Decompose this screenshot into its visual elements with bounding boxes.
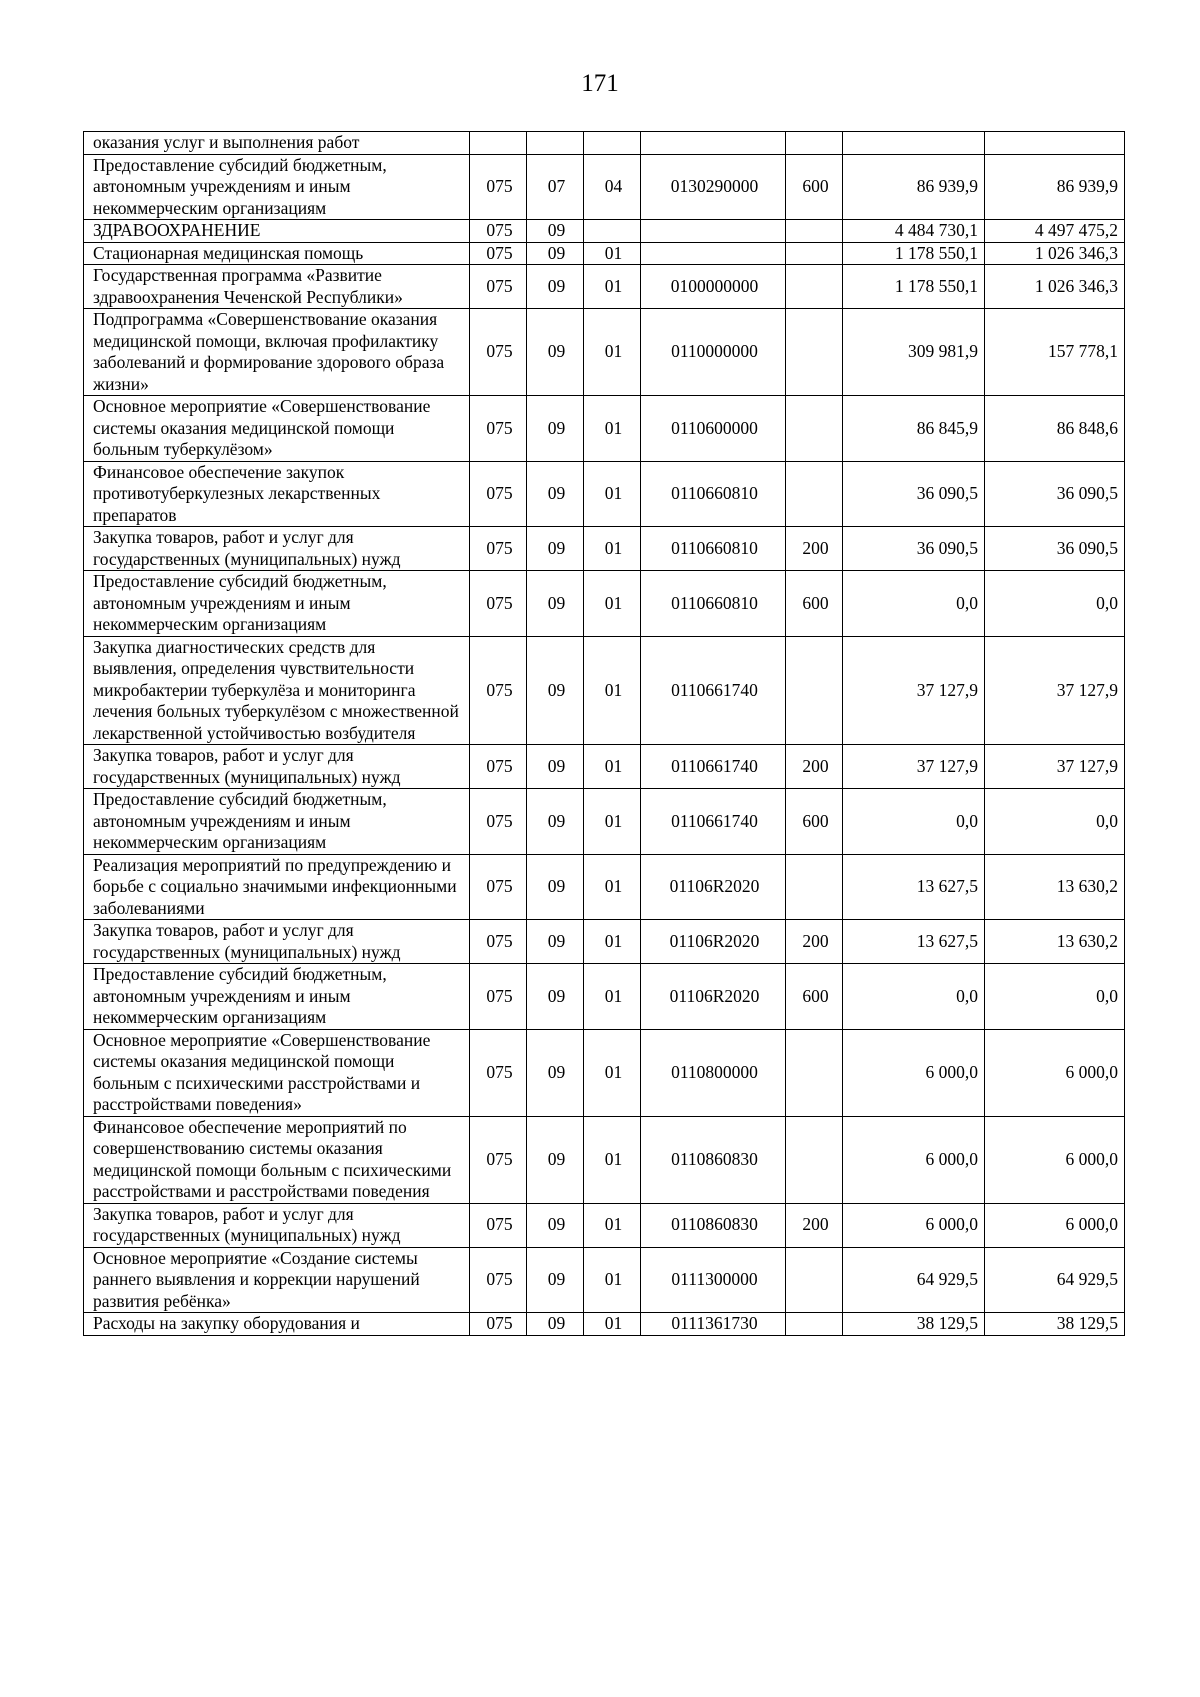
amount-2: 36 090,5 bbox=[985, 527, 1125, 571]
section-code: 09 bbox=[527, 854, 584, 920]
table-row bbox=[84, 920, 1125, 964]
target-article-code: 0110860830 bbox=[641, 1116, 786, 1203]
section-code: 09 bbox=[527, 396, 584, 462]
section-code: 09 bbox=[527, 920, 584, 964]
table-row bbox=[84, 964, 1125, 1030]
row-name: ЗДРАВООХРАНЕНИЕ bbox=[84, 220, 470, 243]
amount-2: 1 026 346,3 bbox=[985, 265, 1125, 309]
amount-1: 1 178 550,1 bbox=[843, 265, 985, 309]
amount-1: 0,0 bbox=[843, 964, 985, 1030]
target-article-code bbox=[641, 132, 786, 155]
section-code: 09 bbox=[527, 265, 584, 309]
row-name: Подпрограмма «Совершенствование оказания медицинской помощи, включая профилактику заболеваний и формирование здорового образа жизни» bbox=[84, 309, 470, 396]
amount-1: 0,0 bbox=[843, 571, 985, 637]
amount-1: 4 484 730,1 bbox=[843, 220, 985, 243]
amount-1: 37 127,9 bbox=[843, 745, 985, 789]
subsection-code: 01 bbox=[584, 571, 641, 637]
amount-2: 0,0 bbox=[985, 964, 1125, 1030]
expense-type-code bbox=[786, 309, 843, 396]
amount-1: 38 129,5 bbox=[843, 1313, 985, 1336]
row-name: Расходы на закупку оборудования и bbox=[84, 1313, 470, 1336]
expense-type-code bbox=[786, 396, 843, 462]
table-row bbox=[84, 1247, 1125, 1313]
amount-2: 37 127,9 bbox=[985, 745, 1125, 789]
table-row bbox=[84, 396, 1125, 462]
row-name: Предоставление субсидий бюджетным, автономным учреждениям и иным некоммерческим организациям bbox=[84, 789, 470, 855]
row-name: Финансовое обеспечение мероприятий по совершенствованию системы оказания медицинской помощи больным с психическими расстройствами и расстройствами поведения bbox=[84, 1116, 470, 1203]
target-article-code: 0130290000 bbox=[641, 154, 786, 220]
subsection-code: 01 bbox=[584, 1313, 641, 1336]
subsection-code: 01 bbox=[584, 242, 641, 265]
amount-1: 86 939,9 bbox=[843, 154, 985, 220]
row-name: Стационарная медицинская помощь bbox=[84, 242, 470, 265]
amount-2: 4 497 475,2 bbox=[985, 220, 1125, 243]
expense-type-code bbox=[786, 1116, 843, 1203]
amount-2: 86 848,6 bbox=[985, 396, 1125, 462]
section-code: 09 bbox=[527, 242, 584, 265]
amount-1: 6 000,0 bbox=[843, 1203, 985, 1247]
table-row bbox=[84, 154, 1125, 220]
table-row bbox=[84, 132, 1125, 155]
amount-2: 37 127,9 bbox=[985, 636, 1125, 745]
table-row bbox=[84, 571, 1125, 637]
target-article-code: 0110660810 bbox=[641, 571, 786, 637]
row-name: Закупка товаров, работ и услуг для государственных (муниципальных) нужд bbox=[84, 920, 470, 964]
table-row bbox=[84, 854, 1125, 920]
section-code: 09 bbox=[527, 461, 584, 527]
row-name: Основное мероприятие «Совершенствование системы оказания медицинской помощи больным с психическими расстройствами и расстройствами поведения» bbox=[84, 1029, 470, 1116]
row-name: Закупка товаров, работ и услуг для государственных (муниципальных) нужд bbox=[84, 1203, 470, 1247]
table-row bbox=[84, 242, 1125, 265]
target-article-code: 0110800000 bbox=[641, 1029, 786, 1116]
target-article-code: 0110661740 bbox=[641, 636, 786, 745]
table-row bbox=[84, 461, 1125, 527]
ved-code bbox=[470, 132, 527, 155]
amount-1: 1 178 550,1 bbox=[843, 242, 985, 265]
row-name: Предоставление субсидий бюджетным, автономным учреждениям и иным некоммерческим организациям bbox=[84, 154, 470, 220]
row-name: Государственная программа «Развитие здравоохранения Чеченской Республики» bbox=[84, 265, 470, 309]
table-row bbox=[84, 1313, 1125, 1336]
expense-type-code: 600 bbox=[786, 571, 843, 637]
ved-code: 075 bbox=[470, 265, 527, 309]
section-code: 09 bbox=[527, 1116, 584, 1203]
ved-code: 075 bbox=[470, 964, 527, 1030]
row-name: Основное мероприятие «Совершенствование системы оказания медицинской помощи больным туберкулёзом» bbox=[84, 396, 470, 462]
section-code: 09 bbox=[527, 220, 584, 243]
expense-type-code bbox=[786, 854, 843, 920]
ved-code: 075 bbox=[470, 745, 527, 789]
row-name: Предоставление субсидий бюджетным, автономным учреждениям и иным некоммерческим организациям bbox=[84, 964, 470, 1030]
section-code: 09 bbox=[527, 964, 584, 1030]
section-code: 09 bbox=[527, 789, 584, 855]
amount-1: 86 845,9 bbox=[843, 396, 985, 462]
expense-type-code bbox=[786, 132, 843, 155]
amount-1: 64 929,5 bbox=[843, 1247, 985, 1313]
amount-1: 36 090,5 bbox=[843, 527, 985, 571]
expense-type-code: 200 bbox=[786, 1203, 843, 1247]
subsection-code: 01 bbox=[584, 461, 641, 527]
target-article-code: 0111300000 bbox=[641, 1247, 786, 1313]
table-row bbox=[84, 1029, 1125, 1116]
amount-2: 157 778,1 bbox=[985, 309, 1125, 396]
row-name: Закупка товаров, работ и услуг для государственных (муниципальных) нужд bbox=[84, 745, 470, 789]
row-name: Основное мероприятие «Создание системы раннего выявления и коррекции нарушений развития ребёнка» bbox=[84, 1247, 470, 1313]
subsection-code: 01 bbox=[584, 1247, 641, 1313]
amount-1: 6 000,0 bbox=[843, 1029, 985, 1116]
target-article-code bbox=[641, 220, 786, 243]
amount-2: 1 026 346,3 bbox=[985, 242, 1125, 265]
section-code: 09 bbox=[527, 571, 584, 637]
expense-type-code: 600 bbox=[786, 154, 843, 220]
amount-1: 309 981,9 bbox=[843, 309, 985, 396]
row-name: Реализация мероприятий по предупреждению и борьбе с социально значимыми инфекционными заболеваниями bbox=[84, 854, 470, 920]
section-code: 09 bbox=[527, 1203, 584, 1247]
section-code bbox=[527, 132, 584, 155]
subsection-code: 01 bbox=[584, 309, 641, 396]
target-article-code: 0110000000 bbox=[641, 309, 786, 396]
table-row bbox=[84, 636, 1125, 745]
ved-code: 075 bbox=[470, 854, 527, 920]
amount-1: 6 000,0 bbox=[843, 1116, 985, 1203]
section-code: 09 bbox=[527, 309, 584, 396]
subsection-code: 01 bbox=[584, 745, 641, 789]
subsection-code: 01 bbox=[584, 789, 641, 855]
amount-2: 38 129,5 bbox=[985, 1313, 1125, 1336]
amount-2: 13 630,2 bbox=[985, 920, 1125, 964]
subsection-code: 01 bbox=[584, 854, 641, 920]
subsection-code: 04 bbox=[584, 154, 641, 220]
row-name: Закупка товаров, работ и услуг для государственных (муниципальных) нужд bbox=[84, 527, 470, 571]
target-article-code: 0110660810 bbox=[641, 461, 786, 527]
table-row bbox=[84, 745, 1125, 789]
ved-code: 075 bbox=[470, 309, 527, 396]
expense-type-code bbox=[786, 242, 843, 265]
expense-type-code bbox=[786, 265, 843, 309]
ved-code: 075 bbox=[470, 1203, 527, 1247]
ved-code: 075 bbox=[470, 1313, 527, 1336]
expense-type-code: 200 bbox=[786, 920, 843, 964]
ved-code: 075 bbox=[470, 461, 527, 527]
table-row bbox=[84, 220, 1125, 243]
target-article-code: 0110661740 bbox=[641, 745, 786, 789]
expense-type-code: 600 bbox=[786, 789, 843, 855]
section-code: 09 bbox=[527, 527, 584, 571]
amount-2: 6 000,0 bbox=[985, 1203, 1125, 1247]
section-code: 09 bbox=[527, 636, 584, 745]
subsection-code: 01 bbox=[584, 920, 641, 964]
amount-2: 36 090,5 bbox=[985, 461, 1125, 527]
section-code: 09 bbox=[527, 1247, 584, 1313]
target-article-code: 0110860830 bbox=[641, 1203, 786, 1247]
row-name: Финансовое обеспечение закупок противотуберкулезных лекарственных препаратов bbox=[84, 461, 470, 527]
budget-table bbox=[83, 131, 1125, 1336]
amount-1: 36 090,5 bbox=[843, 461, 985, 527]
table-row bbox=[84, 1116, 1125, 1203]
ved-code: 075 bbox=[470, 636, 527, 745]
target-article-code: 01106R2020 bbox=[641, 920, 786, 964]
subsection-code bbox=[584, 220, 641, 243]
target-article-code: 0110600000 bbox=[641, 396, 786, 462]
ved-code: 075 bbox=[470, 396, 527, 462]
amount-2: 0,0 bbox=[985, 789, 1125, 855]
table-row bbox=[84, 527, 1125, 571]
target-article-code: 01106R2020 bbox=[641, 964, 786, 1030]
ved-code: 075 bbox=[470, 154, 527, 220]
subsection-code: 01 bbox=[584, 527, 641, 571]
target-article-code: 0100000000 bbox=[641, 265, 786, 309]
target-article-code bbox=[641, 242, 786, 265]
ved-code: 075 bbox=[470, 1247, 527, 1313]
ved-code: 075 bbox=[470, 220, 527, 243]
expense-type-code: 600 bbox=[786, 964, 843, 1030]
row-name: Предоставление субсидий бюджетным, автономным учреждениям и иным некоммерческим организациям bbox=[84, 571, 470, 637]
subsection-code: 01 bbox=[584, 396, 641, 462]
amount-2: 0,0 bbox=[985, 571, 1125, 637]
section-code: 09 bbox=[527, 1029, 584, 1116]
amount-2: 86 939,9 bbox=[985, 154, 1125, 220]
target-article-code: 0110661740 bbox=[641, 789, 786, 855]
subsection-code: 01 bbox=[584, 964, 641, 1030]
section-code: 07 bbox=[527, 154, 584, 220]
expense-type-code bbox=[786, 1313, 843, 1336]
amount-1 bbox=[843, 132, 985, 155]
subsection-code: 01 bbox=[584, 1116, 641, 1203]
subsection-code bbox=[584, 132, 641, 155]
table-row bbox=[84, 309, 1125, 396]
expense-type-code: 200 bbox=[786, 745, 843, 789]
row-name: Закупка диагностических средств для выявления, определения чувствительности микробактерии туберкулёза и мониторинга лечения больных туберкулёзом с множественной лекарственной устойчивостью возбудителя bbox=[84, 636, 470, 745]
table-row bbox=[84, 1203, 1125, 1247]
amount-2: 13 630,2 bbox=[985, 854, 1125, 920]
subsection-code: 01 bbox=[584, 1029, 641, 1116]
amount-1: 13 627,5 bbox=[843, 920, 985, 964]
expense-type-code bbox=[786, 1247, 843, 1313]
section-code: 09 bbox=[527, 745, 584, 789]
ved-code: 075 bbox=[470, 1116, 527, 1203]
target-article-code: 01106R2020 bbox=[641, 854, 786, 920]
expense-type-code bbox=[786, 1029, 843, 1116]
amount-1: 13 627,5 bbox=[843, 854, 985, 920]
ved-code: 075 bbox=[470, 527, 527, 571]
amount-2: 64 929,5 bbox=[985, 1247, 1125, 1313]
expense-type-code bbox=[786, 220, 843, 243]
ved-code: 075 bbox=[470, 571, 527, 637]
ved-code: 075 bbox=[470, 1029, 527, 1116]
ved-code: 075 bbox=[470, 242, 527, 265]
page-number: 171 bbox=[581, 70, 619, 97]
subsection-code: 01 bbox=[584, 636, 641, 745]
table-row bbox=[84, 265, 1125, 309]
row-name: оказания услуг и выполнения работ bbox=[84, 132, 470, 155]
amount-2: 6 000,0 bbox=[985, 1116, 1125, 1203]
subsection-code: 01 bbox=[584, 1203, 641, 1247]
ved-code: 075 bbox=[470, 789, 527, 855]
section-code: 09 bbox=[527, 1313, 584, 1336]
expense-type-code bbox=[786, 636, 843, 745]
amount-2 bbox=[985, 132, 1125, 155]
subsection-code: 01 bbox=[584, 265, 641, 309]
table-body bbox=[84, 132, 1125, 1336]
target-article-code: 0110660810 bbox=[641, 527, 786, 571]
amount-1: 37 127,9 bbox=[843, 636, 985, 745]
target-article-code: 0111361730 bbox=[641, 1313, 786, 1336]
table-row bbox=[84, 789, 1125, 855]
expense-type-code: 200 bbox=[786, 527, 843, 571]
amount-1: 0,0 bbox=[843, 789, 985, 855]
amount-2: 6 000,0 bbox=[985, 1029, 1125, 1116]
ved-code: 075 bbox=[470, 920, 527, 964]
expense-type-code bbox=[786, 461, 843, 527]
